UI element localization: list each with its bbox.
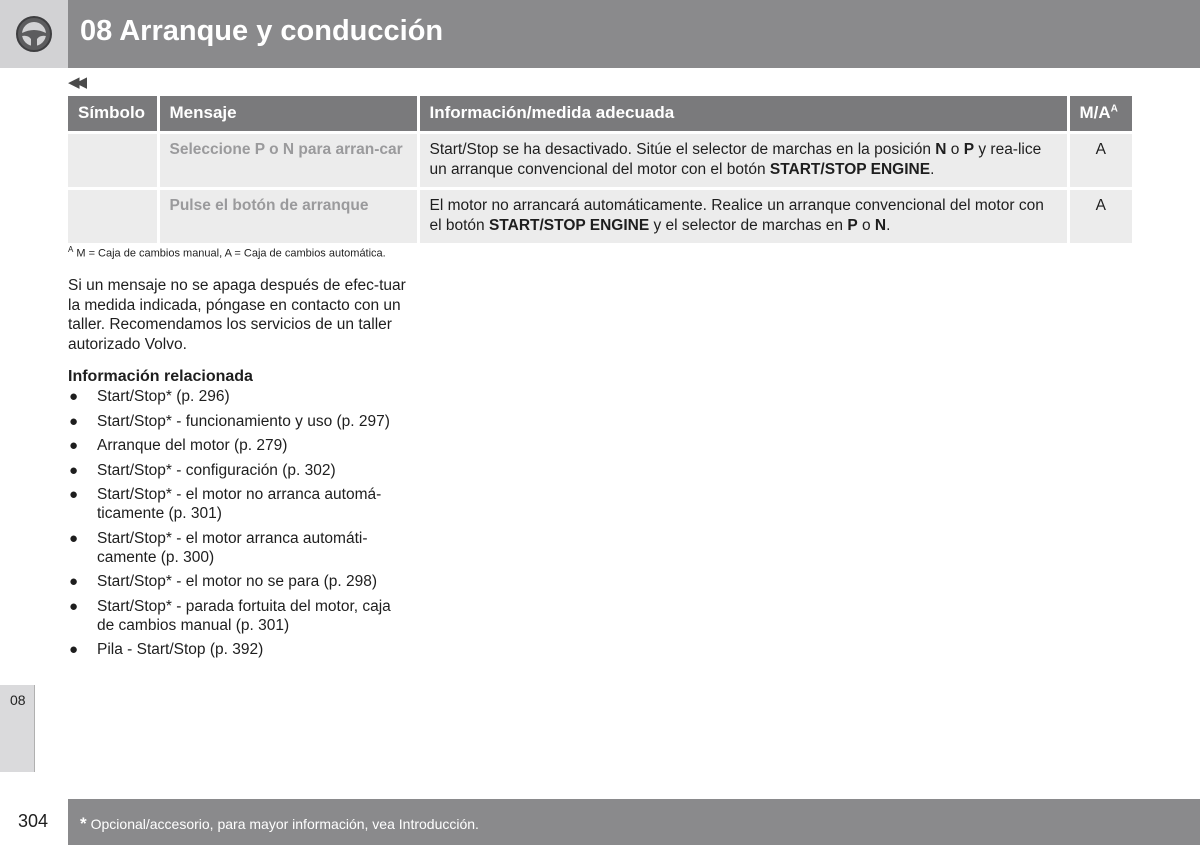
info-text: . (930, 160, 935, 178)
related-link-text: Start/Stop* (p. 296) (97, 388, 230, 405)
related-link-text: Arranque del motor (p. 279) (97, 437, 288, 454)
cell-info (418, 132, 1068, 188)
related-link-text: Start/Stop* - parada fortuita del motor, caja de cambios manual (p. 301) (97, 597, 391, 634)
info-bold-text: P (963, 140, 975, 158)
bullet-icon: ● (69, 597, 79, 615)
col-header-info: Información/medida adecuada (418, 96, 1068, 132)
page-header (0, 0, 1200, 68)
cell-info (418, 188, 1068, 243)
cell-simbolo (68, 188, 158, 243)
related-link-text: Start/Stop* - el motor no arranca automá-ticamente (p. 301) (97, 486, 382, 522)
related-link-text: Start/Stop* - configuración (p. 302) (97, 461, 336, 479)
info-bold-text: START/STOP ENGINE (769, 160, 931, 178)
related-info-title: Información relacionada (68, 368, 253, 385)
info-bold-text: START/STOP ENGINE (488, 216, 650, 234)
cell-ma: A (1068, 132, 1132, 188)
list-item[interactable] (68, 436, 408, 455)
body-paragraph: Si un mensaje no se apaga después de efec-tuar la medida indicada, póngase en contacto con un taller. Recomendamos los servicios de un taller autorizado Volvo. (68, 277, 406, 353)
list-item[interactable] (68, 529, 408, 567)
chapter-side-tab-label: 08 (10, 692, 26, 708)
footnote-marker: A (68, 245, 74, 254)
info-text: o (857, 216, 875, 234)
table-row (68, 132, 1132, 188)
table-footnote (68, 245, 386, 260)
bullet-icon: ● (69, 573, 79, 590)
footer-asterisk: * (80, 814, 87, 833)
cell-simbolo (68, 132, 158, 188)
list-item[interactable] (68, 640, 408, 659)
info-bold-text: N (874, 216, 887, 234)
bullet-icon: ● (69, 529, 79, 547)
info-text: . (886, 216, 891, 234)
header-icon-box (0, 0, 68, 68)
bullet-icon: ● (69, 486, 79, 503)
list-item[interactable] (68, 387, 408, 406)
bullet-icon: ● (69, 461, 79, 479)
col-header-mensaje: Mensaje (158, 96, 418, 132)
footer-note (80, 814, 479, 834)
back-chevron-icon[interactable]: ◀◀ (68, 74, 84, 91)
info-text: y el selector de marchas en (649, 216, 848, 234)
bullet-icon: ● (69, 437, 79, 454)
related-link-text: Pila - Start/Stop (p. 392) (97, 641, 264, 658)
cell-mensaje: Seleccione P o N para arran-car (158, 132, 418, 188)
footer-note-text: Opcional/accesorio, para mayor información, vea Introducción. (90, 816, 479, 832)
col-header-simbolo: Símbolo (68, 96, 158, 132)
related-link-text: Start/Stop* - funcionamiento y uso (p. 297) (97, 412, 390, 430)
cell-mensaje: Pulse el botón de arranque (158, 188, 418, 243)
info-text: o (946, 140, 964, 158)
chapter-title: 08 Arranque y conducción (80, 15, 444, 47)
info-text: El motor no arrancará automáticamente. Realice un arranque convencional del motor con el botón (429, 196, 1044, 234)
footnote-text: M = Caja de cambios manual, A = Caja de cambios automática. (76, 247, 386, 260)
list-item[interactable] (68, 572, 408, 591)
info-text: y rea-lice un arranque convencional del motor con el botón (429, 140, 1042, 178)
message-table (68, 96, 1132, 243)
related-info-list (68, 387, 408, 665)
info-bold-text: N (935, 140, 947, 158)
related-link-text: Start/Stop* - el motor arranca automáti-camente (p. 300) (97, 529, 368, 566)
related-link-text: Start/Stop* - el motor no se para (p. 298) (97, 573, 377, 590)
bullet-icon: ● (69, 641, 79, 658)
bullet-icon: ● (69, 388, 79, 405)
list-item[interactable] (68, 461, 408, 480)
table-header-row (68, 96, 1132, 132)
col-header-ma: $M/A^A$ (1068, 96, 1132, 132)
list-item[interactable] (68, 597, 408, 635)
steering-wheel-icon (14, 14, 54, 54)
info-text: Start/Stop se ha desactivado. Sitúe el selector de marchas en la posición (429, 140, 936, 158)
table-row (68, 188, 1132, 243)
footer-bar (68, 799, 1200, 845)
cell-ma: A (1068, 188, 1132, 243)
list-item[interactable] (68, 485, 408, 523)
info-bold-text: P (847, 216, 858, 234)
page-number: 304 (18, 811, 49, 831)
list-item[interactable] (68, 412, 408, 431)
bullet-icon: ● (69, 412, 79, 430)
chapter-side-tab[interactable] (0, 685, 35, 772)
